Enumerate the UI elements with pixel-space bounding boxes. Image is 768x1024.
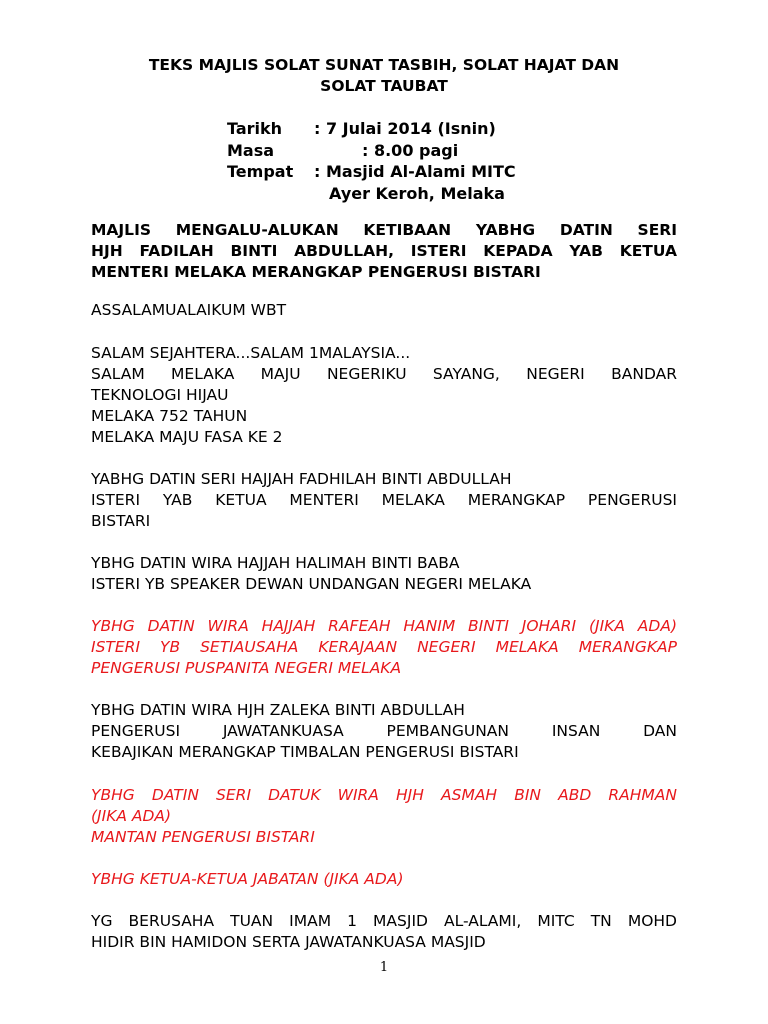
guest5-line-1: YBHG DATIN SERI DATUK WIRA HJH ASMAH BIN ABD RAHMAN [91, 786, 677, 804]
masa-value: : 8.00 pagi [362, 140, 459, 160]
guest5-line-2: (JIKA ADA) [91, 807, 172, 825]
heading-line-1: MAJLIS MENGALU-ALUKAN KETIBAAN YABHG DATIN SERI [91, 221, 677, 239]
salam-line-4: MELAKA 752 TAHUN [91, 407, 248, 425]
guest4-line-3: KEBAJIKAN MERANGKAP TIMBALAN PENGERUSI BISTARI [91, 743, 519, 761]
guest-block-6 [91, 869, 677, 890]
tempat-label: Tempat [227, 162, 294, 181]
tempat-value-1: : Masjid Al-Alami MITC [314, 162, 516, 181]
guest7-line-2: HIDIR BIN HAMIDON SERTA JAWATANKUASA MASJID [91, 933, 486, 951]
guest3-line-3: PENGERUSI PUSPANITA NEGERI MELAKA [91, 659, 402, 677]
salam-line-2: SALAM MELAKA MAJU NEGERIKU SAYANG, NEGERI BANDAR [91, 365, 677, 383]
guest-block-2 [91, 553, 677, 595]
guest3-line-2: ISTERI YB SETIAUSAHA KERAJAAN NEGERI MELAKA MERANGKAP [91, 638, 677, 656]
guest1-line-1: YABHG DATIN SERI HAJJAH FADHILAH BINTI ABDULLAH [91, 470, 512, 488]
title-line-2: SOLAT TAUBAT [320, 77, 448, 95]
salam-line-5: MELAKA MAJU FASA KE 2 [91, 428, 283, 446]
tarikh-label: Tarikh [227, 119, 283, 138]
guest2-line-2: ISTERI YB SPEAKER DEWAN UNDANGAN NEGERI MELAKA [91, 575, 532, 593]
welcome-heading [91, 220, 677, 283]
guest-block-5 [91, 785, 677, 848]
heading-line-3: MENTERI MELAKA MERANGKAP PENGERUSI BISTARI [91, 263, 541, 281]
document-title [92, 55, 676, 97]
salam-line-1: SALAM SEJAHTERA...SALAM 1MALAYSIA... [91, 344, 411, 362]
guest6-line: YBHG KETUA-KETUA JABATAN (JIKA ADA) [91, 870, 404, 888]
guest2-line-1: YBHG DATIN WIRA HAJJAH HALIMAH BINTI BABA [91, 554, 460, 572]
guest3-line-1: YBHG DATIN WIRA HAJJAH RAFEAH HANIM BINTI JOHARI (JIKA ADA) [91, 617, 677, 635]
title-line-1: TEKS MAJLIS SOLAT SUNAT TASBIH, SOLAT HAJAT DAN [148, 56, 620, 74]
salam-line-3: TEKNOLOGI HIJAU [91, 386, 229, 404]
guest1-line-3: BISTARI [91, 512, 151, 530]
guest-block-1 [91, 469, 677, 532]
tempat-value-2: Ayer Keroh, Melaka [329, 183, 505, 203]
guest-block-7 [91, 911, 677, 953]
masa-label: Masa [227, 140, 275, 160]
heading-line-2: HJH FADILAH BINTI ABDULLAH, ISTERI KEPADA YAB KETUA [91, 242, 677, 260]
greeting [91, 300, 677, 321]
tarikh-value: : 7 Julai 2014 (Isnin) [314, 119, 496, 138]
greeting-line: ASSALAMUALAIKUM WBT [91, 301, 287, 319]
guest1-line-2: ISTERI YAB KETUA MENTERI MELAKA MERANGKAP PENGERUSI [91, 491, 677, 509]
guest4-line-2: PENGERUSI JAWATANKUASA PEMBANGUNAN INSAN DAN [91, 722, 677, 740]
salam-block [91, 343, 677, 448]
page-number: 1 [379, 960, 389, 975]
guest-block-4 [91, 700, 677, 763]
guest5-line-3: MANTAN PENGERUSI BISTARI [91, 828, 315, 846]
guest-block-3 [91, 616, 677, 679]
guest4-line-1: YBHG DATIN WIRA HJH ZALEKA BINTI ABDULLAH [91, 701, 465, 719]
guest7-line-1: YG BERUSAHA TUAN IMAM 1 MASJID AL-ALAMI, MITC TN MOHD [91, 912, 677, 930]
